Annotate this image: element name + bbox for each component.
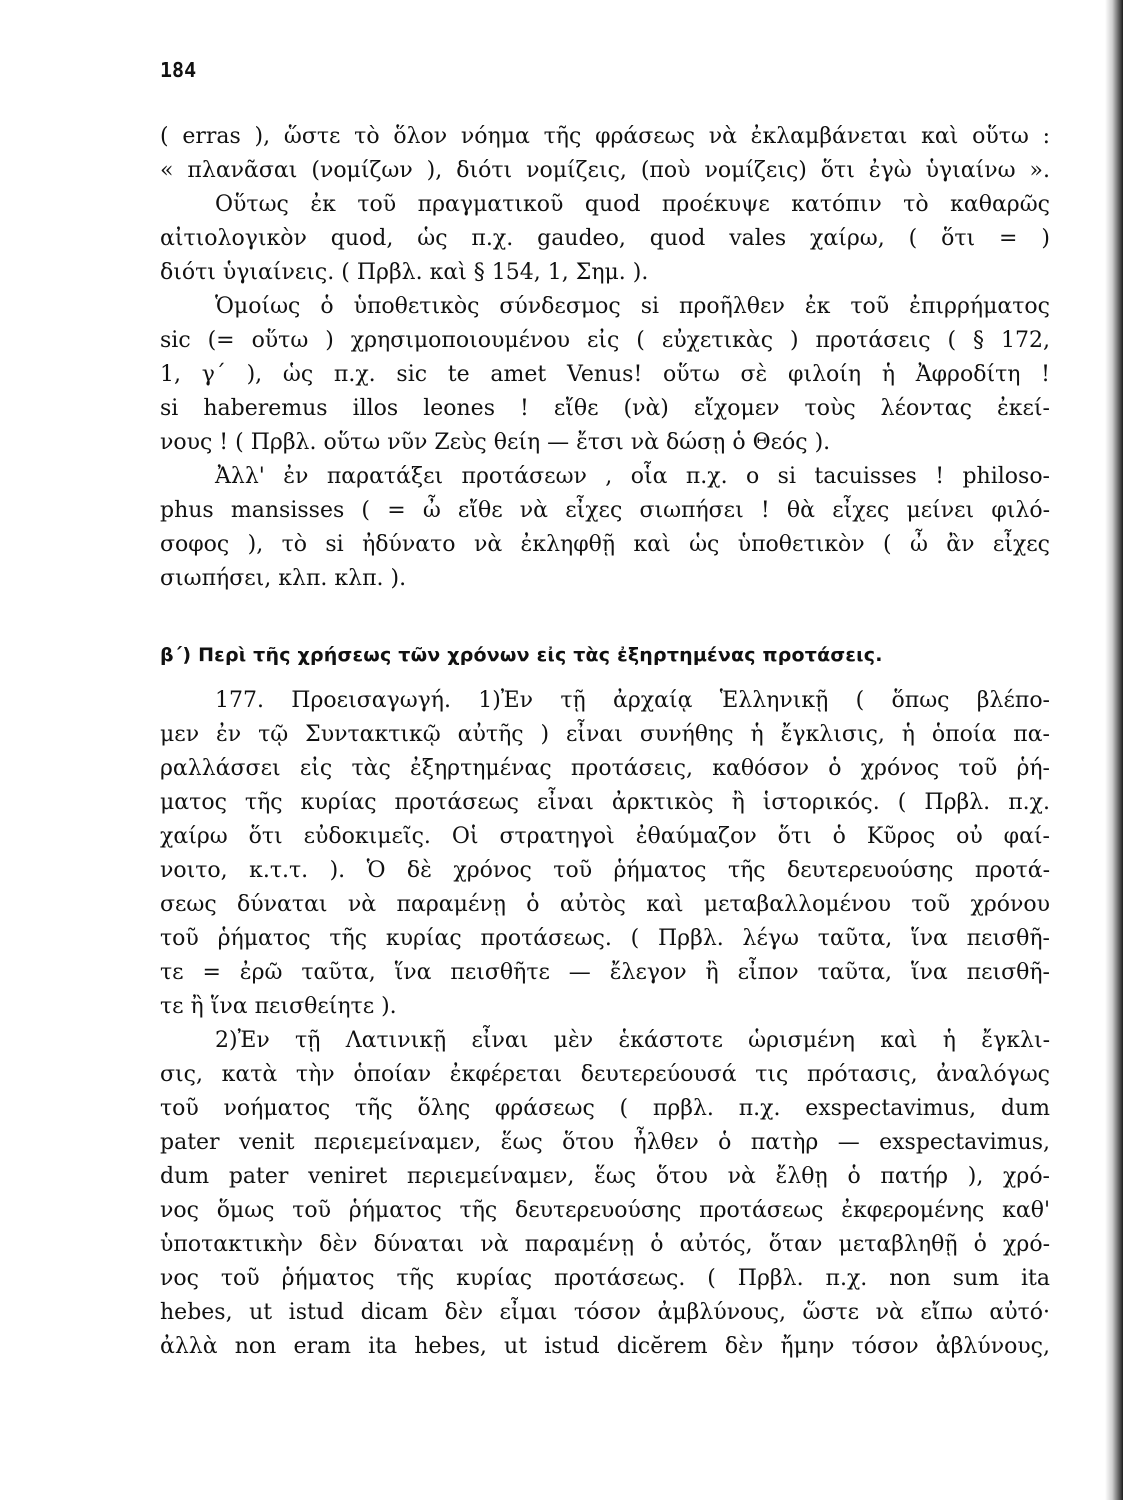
text-line: Οὕτως ἐκ τοῦ πραγματικοῦ quod προέκυψε κατόπιν τὸ καθαρῶς [215, 192, 1050, 217]
text-line: si haberemus illos leones ! εἴθε (νὰ) εἴχομεν τοὺς λέοντας ἐκεί- [160, 396, 1050, 421]
text-line: Ὁμοίως ὁ ὑποθετικὸς σύνδεσμος si προῆλθεν ἐκ τοῦ ἐπιρρήματος [215, 294, 1050, 319]
text-line: μεν ἐν τῷ Συντακτικῷ αὐτῆς ) εἶναι συνήθης ἡ ἔγκλισις, ἡ ὁποία πα- [160, 722, 1050, 747]
text-line: σεως δύναται νὰ παραμένῃ ὁ αὐτὸς καὶ μεταβαλλομένου τοῦ χρόνου [160, 892, 1050, 917]
text-line: σις, κατὰ τὴν ὁποίαν ἐκφέρεται δευτερεύουσά τις πρότασις, ἀναλόγως [160, 1062, 1050, 1087]
text-line: ἀλλὰ non eram ita hebes, ut istud dicĕrem δὲν ἤμην τόσον ἀβλύνους, [160, 1334, 1050, 1359]
text-line: τοῦ νοήματος τῆς ὅλης φράσεως ( πρβλ. π.χ. exspectavimus, dum [160, 1096, 1050, 1121]
page-number: 184 [160, 58, 197, 82]
text-line: ὑποτακτικὴν δὲν δύναται νὰ παραμένῃ ὁ αὐτός, ὅταν μεταβληθῇ ὁ χρό- [160, 1232, 1050, 1257]
text-line: 1, γ΄ ), ὡς π.χ. sic te amet Venus! οὕτω σὲ φιλοίη ἡ Ἀφροδίτη ! [160, 362, 1050, 387]
text-line: 177. Προεισαγωγή. 1)Ἐν τῇ ἀρχαίᾳ Ἑλληνικῇ ( ὅπως βλέπο- [215, 688, 1050, 713]
text-line: pater venit περιεμείναμεν, ἕως ὅτου ἦλθεν ὁ πατὴρ — exspectavimus, [160, 1130, 1050, 1155]
text-line: τε ἢ ἵνα πεισθείητε ). [160, 994, 397, 1019]
text-line: sic (= οὕτω ) χρησιμοποιουμένου εἰς ( εὐχετικὰς ) προτάσεις ( § 172, [160, 328, 1050, 353]
text-line: σιωπήσει, κλπ. κλπ. ). [160, 566, 407, 591]
text-line: νοιτο, κ.τ.τ. ). Ὁ δὲ χρόνος τοῦ ῥήματος τῆς δευτερευούσης προτά- [160, 858, 1050, 883]
text-line: dum pater veniret περιεμείναμεν, ἕως ὅτου νὰ ἔλθῃ ὁ πατήρ ), χρό- [160, 1164, 1050, 1189]
text-line: « πλανᾶσαι (νομίζων ), διότι νομίζεις, (ποὺ νομίζεις) ὅτι ἐγὼ ὑγιαίνω ». [160, 158, 1050, 183]
text-line: τοῦ ῥήματος τῆς κυρίας προτάσεως. ( Πρβλ. λέγω ταῦτα, ἵνα πεισθῆ- [160, 926, 1050, 951]
text-line: τε = ἐρῶ ταῦτα, ἵνα πεισθῆτε — ἔλεγον ἢ εἶπον ταῦτα, ἵνα πεισθῆ- [160, 960, 1050, 985]
text-line: phus mansisses ( = ὦ εἴθε νὰ εἶχες σιωπήσει ! θὰ εἶχες μείνει φιλό- [160, 498, 1050, 523]
section-heading: β΄) Περὶ τῆς χρήσεως τῶν χρόνων εἰς τὰς ἐξηρτημένας προτάσεις. [160, 644, 883, 666]
text-line: hebes, ut istud dicam δὲν εἶμαι τόσον ἀμβλύνους, ὥστε νὰ εἴπω αὐτό· [160, 1300, 1050, 1325]
text-line: χαίρω ὅτι εὐδοκιμεῖς. Οἱ στρατηγοὶ ἐθαύμαζον ὅτι ὁ Κῦρος οὐ φαί- [160, 824, 1050, 849]
text-line: 2)Ἐν τῇ Λατινικῇ εἶναι μὲν ἑκάστοτε ὡρισμένη καὶ ἡ ἔγκλι- [215, 1028, 1050, 1053]
text-line: Ἀλλ' ἐν παρατάξει προτάσεων , οἷα π.χ. o si tacuisses ! philoso- [215, 464, 1050, 489]
text-line: νος ὅμως τοῦ ῥήματος τῆς δευτερευούσης προτάσεως ἐκφερομένης καθ' [160, 1198, 1050, 1223]
paragraph-block-bottom [160, 684, 1050, 1364]
scan-edge-shadow [1105, 0, 1123, 1500]
text-line: αἰτιολογικὸν quod, ὡς π.χ. gaudeo, quod vales χαίρω, ( ὅτι = ) [160, 226, 1050, 251]
text-line: νος τοῦ ῥήματος τῆς κυρίας προτάσεως. ( Πρβλ. π.χ. non sum ita [160, 1266, 1050, 1291]
paragraph-block-top [160, 120, 1050, 596]
text-line: ραλλάσσει εἰς τὰς ἐξηρτημένας προτάσεις, καθόσον ὁ χρόνος τοῦ ῥή- [160, 756, 1050, 781]
text-line: ( erras ), ὥστε τὸ ὅλον νόημα τῆς φράσεως νὰ ἐκλαμβάνεται καὶ οὕτω : [160, 124, 1050, 149]
text-line: σοφος ), τὸ si ἠδύνατο νὰ ἐκληφθῇ καὶ ὡς ὑποθετικὸν ( ὦ ἂν εἶχες [160, 532, 1050, 557]
text-line: διότι ὑγιαίνεις. ( Πρβλ. καὶ § 154, 1, Σημ. ). [160, 260, 649, 285]
text-line: νους ! ( Πρβλ. οὕτω νῦν Ζεὺς θείη — ἔτσι νὰ δώσῃ ὁ Θεός ). [160, 430, 831, 455]
text-line: ματος τῆς κυρίας προτάσεως εἶναι ἀρκτικὸς ἢ ἱστορικός. ( Πρβλ. π.χ. [160, 790, 1050, 815]
